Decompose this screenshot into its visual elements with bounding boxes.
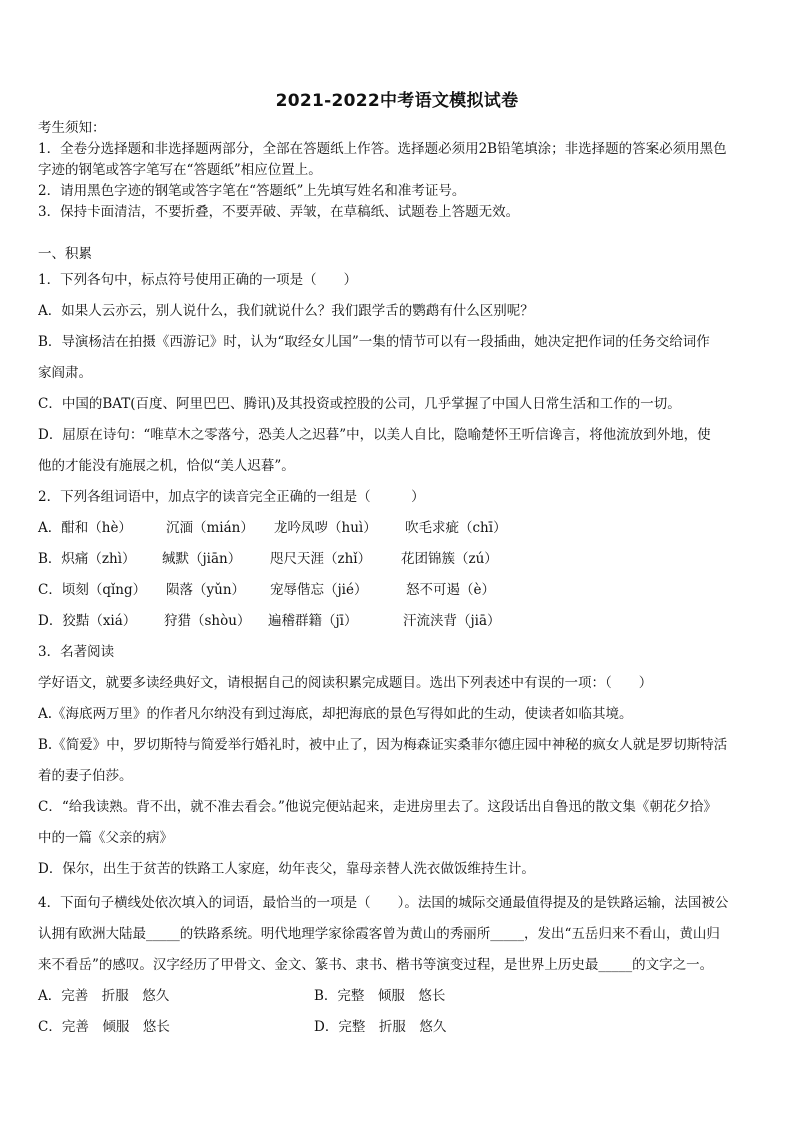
q2-option-d-word3: 遍稽群籍（jī） <box>268 613 358 629</box>
q2-option-c-word2: 陨落（yǔn） <box>166 582 246 598</box>
q1-option-b-cont: 家阎肃。 <box>38 365 92 381</box>
q2-option-c-word1: C．顷刻（qǐng） <box>38 582 147 598</box>
q2-option-a-word4: 吹毛求疵（chī） <box>405 520 507 536</box>
q3-option-b-cont: 着的妻子伯莎。 <box>38 768 133 784</box>
page-title: 2021-2022中考语文模拟试卷 <box>275 91 519 111</box>
q3-option-b: B.《简爱》中，罗切斯特与简爱举行婚礼时，被中止了，因为梅森证实桑菲尔德庄园中神秘的疯女人就是罗切斯特活 <box>38 737 728 753</box>
q2-option-c-word3: 宠辱偕忘（jié） <box>270 582 368 598</box>
q1-option-c: C．中国的BAT(百度、阿里巴巴、腾讯)及其投资或控股的公司，几乎掌握了中国人日常生活和工作的一切。 <box>38 396 681 412</box>
notice-item: 1．全卷分选择题和非选择题两部分，全部在答题纸上作答。选择题必须用2B铅笔填涂；非选择题的答案必须用黑色 <box>38 141 727 157</box>
q3-option-c-cont: 中的一篇《父亲的病》 <box>38 830 173 846</box>
q1-stem: 1．下列各句中，标点符号使用正确的一项是（ ） <box>38 272 358 288</box>
q3-intro: 学好语文，就要多读经典好文，请根据自己的阅读积累完成题目。选出下列表述中有误的一项：（ ） <box>38 675 653 691</box>
q2-stem: 2．下列各组词语中，加点字的读音完全正确的一组是（ ） <box>38 489 425 505</box>
q2-option-a-word2: 沉湎（mián） <box>166 520 254 536</box>
q2-option-d-word2: 狩猎（shòu） <box>164 613 251 629</box>
q2-option-a-word3: 龙吟凤哕（huì） <box>274 520 377 536</box>
q2-option-a-word1: A．酣和（hè） <box>38 520 132 536</box>
section-heading: 一、积累 <box>38 246 92 262</box>
notice-item: 2．请用黑色字迹的钢笔或答字笔在“答题纸”上先填写姓名和准考证号。 <box>38 183 466 199</box>
q2-option-b-word3: 咫尺天涯（zhǐ） <box>270 551 372 567</box>
notice-item: 3．保持卡面清洁，不要折叠，不要弄破、弄皱，在草稿纸、试题卷上答题无效。 <box>38 204 520 220</box>
q4-option-b: B．完整 倾服 悠长 <box>314 988 446 1004</box>
q1-option-b: B．导演杨洁在拍摄《西游记》时，认为“取经女儿国”一集的情节可以有一段插曲，她决定把作词的任务交给词作 <box>38 334 710 350</box>
q3-option-c: C．“给我读熟。背不出，就不准去看会。”他说完便站起来，走进房里去了。这段话出自鲁迅的散文集《朝花夕拾》 <box>38 799 717 815</box>
q2-option-d-word4: 汗流浃背（jiā） <box>403 613 501 629</box>
q1-option-d-cont: 他的才能没有施展之机，恰似“美人迟暮”。 <box>38 458 295 474</box>
q4-stem-cont: 来不看岳”的感叹。汉字经历了甲骨文、金文、篆书、隶书、楷书等演变过程，是世界上历史最_____的文字之一。 <box>38 957 714 973</box>
q4-option-d: D．完整 折服 悠久 <box>314 1019 447 1035</box>
q2-option-b-word1: B．炽痛（zhì） <box>38 551 136 567</box>
q2-option-c-word4: 怒不可遏（è） <box>406 582 495 598</box>
q3-option-a: A.《海底两万里》的作者凡尔纳没有到过海底，却把海底的景色写得如此的生动，使读者如临其境。 <box>38 706 633 722</box>
q2-option-d-word1: D．狡黠（xiá） <box>38 613 137 629</box>
q3-option-d: D．保尔，出生于贫苦的铁路工人家庭，幼年丧父，靠母亲替人洗衣做饭维持生计。 <box>38 861 535 877</box>
q4-stem: 4．下面句子横线处依次填入的词语，最恰当的一项是（ ）。法国的城际交通最值得提及的是铁路运输，法国被公 <box>38 895 729 911</box>
q1-option-a: A．如果人云亦云，别人说什么，我们就说什么？我们跟学舌的鹦鹉有什么区别呢？ <box>38 303 534 319</box>
q1-option-d: D．屈原在诗句：“唯草木之零落兮，恐美人之迟暮”中，以美人自比，隐喻楚怀王听信谗言，将他流放到外地，使 <box>38 427 711 443</box>
notice-item: 字迹的钢笔或答字笔写在“答题纸”相应位置上。 <box>38 162 322 178</box>
q2-option-b-word4: 花团锦簇（zú） <box>401 551 498 567</box>
notice-heading: 考生须知： <box>38 120 106 136</box>
q2-option-b-word2: 缄默（jiān） <box>162 551 242 567</box>
q4-stem-cont: 认拥有欧洲大陆最_____的铁路系统。明代地理学家徐霞客曾为黄山的秀丽所_____，发出“五岳归来不看山，黄山归 <box>38 926 720 942</box>
q4-option-c: C．完善 倾服 悠长 <box>38 1019 170 1035</box>
q3-stem: 3．名著阅读 <box>38 644 115 660</box>
q4-option-a: A．完善 折服 悠久 <box>38 988 170 1004</box>
